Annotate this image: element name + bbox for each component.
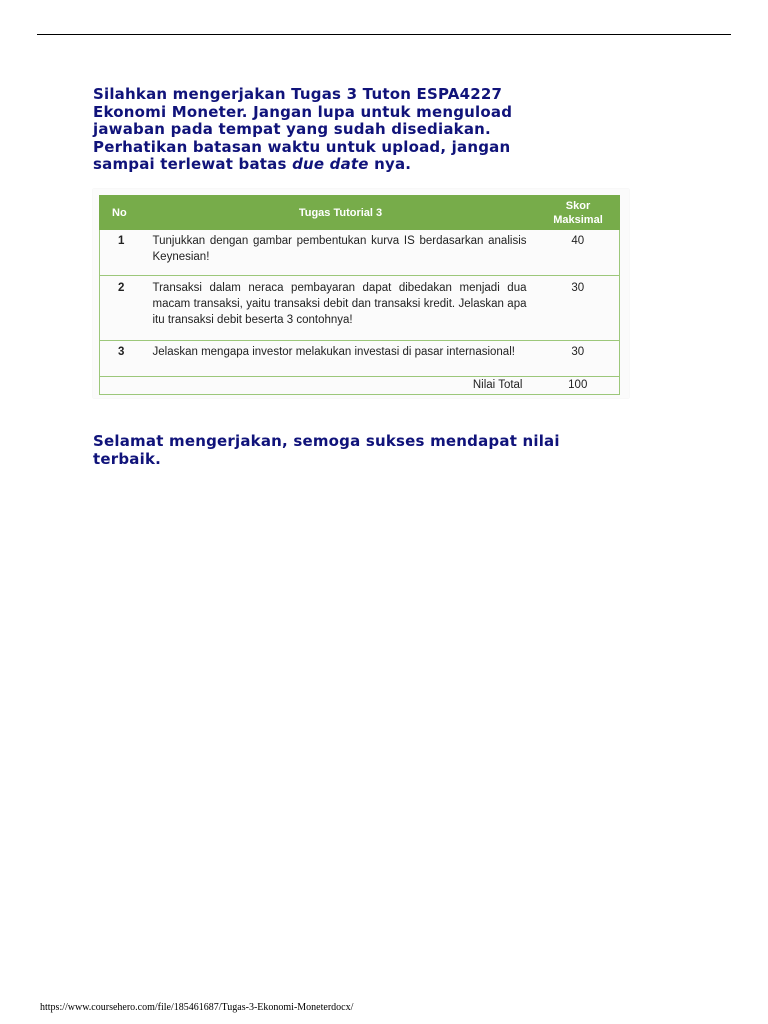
row-number: 3: [100, 341, 145, 377]
header-score-line-2: Maksimal: [553, 213, 603, 226]
footer-url: https://www.coursehero.com/file/185461687/Tugas-3-Ekonomi-Moneterdocx/: [40, 1002, 354, 1013]
row-number: 2: [100, 276, 145, 341]
row-task: Tunjukkan dengan gambar pembentukan kurva IS berdasarkan analisis Keynesian!: [145, 230, 537, 276]
table-row: [100, 341, 620, 377]
intro-paragraph: [93, 86, 653, 174]
intro-line-4: Perhatikan batasan waktu untuk upload, jangan: [93, 137, 511, 156]
closing-line-2: terbaik.: [93, 449, 162, 468]
row-task: Jelaskan mengapa investor melakukan investasi di pasar internasional!: [145, 341, 537, 377]
closing-line-1: Selamat mengerjakan, semoga sukses mendapat nilai: [93, 432, 560, 450]
task-table: [99, 195, 620, 395]
row-score: 30: [537, 341, 620, 377]
row-task: Transaksi dalam neraca pembayaran dapat dibedakan menjadi dua macam transaksi, yaitu transaksi debit dan transaksi kredit. Jelaskan apa itu transaksi debit beserta 3 contohnya!: [145, 276, 537, 341]
intro-line-3: jawaban pada tempat yang sudah disediakan.: [93, 120, 491, 138]
table-total-row: [100, 377, 620, 395]
header-task: Tugas Tutorial 3: [145, 196, 537, 230]
table-row: [100, 276, 620, 341]
header-score: [537, 196, 620, 230]
total-value: 100: [537, 377, 620, 395]
header-score-line-1: Skor: [565, 199, 591, 212]
table-header-row: [100, 196, 620, 230]
total-label: Nilai Total: [100, 377, 537, 395]
row-score: 40: [537, 230, 620, 276]
header-no: No: [100, 196, 145, 230]
intro-line-5-start: sampai terlewat batas: [93, 155, 287, 173]
table-row: [100, 230, 620, 276]
intro-line-2: Ekonomi Moneter. Jangan lupa untuk menguload: [93, 102, 513, 121]
intro-line-1: Silahkan mengerjakan Tugas 3 Tuton ESPA4227: [93, 85, 503, 103]
closing-paragraph: [93, 433, 693, 468]
due-date-emphasis: due date: [292, 155, 369, 173]
row-number: 1: [100, 230, 145, 276]
row-score: 30: [537, 276, 620, 341]
intro-line-5-end: nya.: [374, 155, 412, 173]
top-divider: [37, 34, 731, 35]
task-table-image: [93, 189, 629, 398]
